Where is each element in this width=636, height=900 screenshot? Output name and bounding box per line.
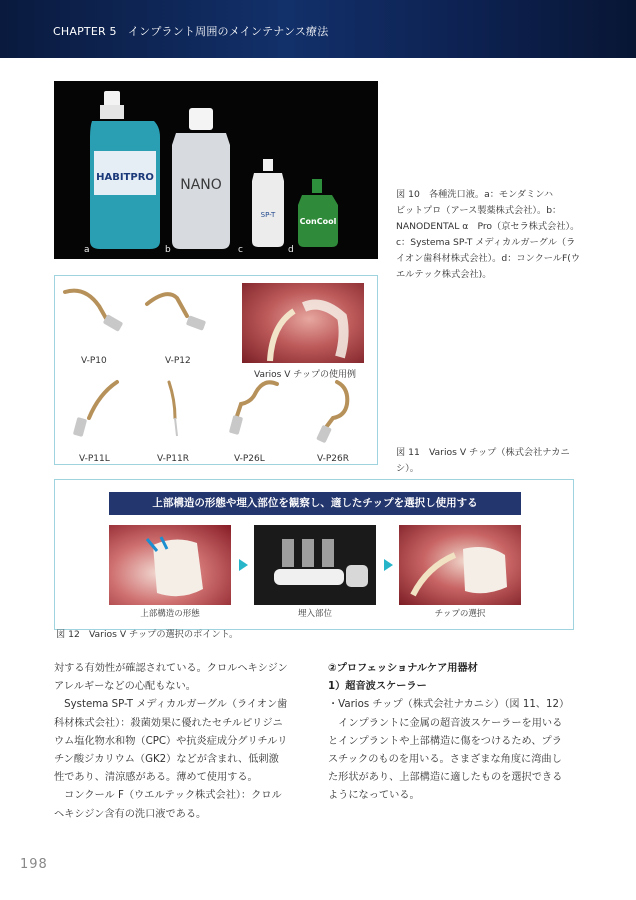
caption-line: シ）。	[396, 463, 419, 474]
usage-label: Varios V チップの使用例	[254, 370, 356, 380]
bullet-line: ・Varios チップ（株式会社ナカニシ）（図 11、12）	[328, 699, 570, 711]
text-line: スチックのものを用いる。さまざまな角度に湾曲し	[328, 754, 562, 766]
label-b: b	[165, 245, 171, 255]
usage-photo	[242, 283, 364, 363]
tip-selection-illustration	[399, 525, 521, 605]
text-line: 科材株式会社）：殺菌効果に優れたセチルピリジニ	[54, 717, 283, 729]
text-line: 対する有効性が確認されている。クロルヘキシジン	[54, 663, 288, 674]
xray-illustration	[254, 525, 376, 605]
prosthesis-form-photo	[109, 525, 231, 605]
label-d: d	[288, 245, 294, 255]
bottle-b-label: NANO	[180, 177, 222, 193]
figure-12-selection-points	[54, 479, 574, 630]
text-line: インプラントに金属の超音波スケーラーを用いる	[328, 717, 563, 729]
chapter-title: CHAPTER 5 インプラント周囲のメインテナンス療法	[53, 25, 329, 38]
caption-line: 図 11 Varios V チップ（株式会社ナカニ	[396, 447, 570, 458]
section-heading: ②プロフェッショナルケア用器材	[328, 663, 478, 674]
subsection-heading: 1）超音波スケーラー	[328, 681, 427, 693]
usage-photo-illustration	[242, 283, 364, 363]
caption-line: ビットプロ（アース製薬株式会社）。b：	[396, 205, 562, 216]
page-number: 198	[20, 857, 48, 872]
tip-label-p10: V-P10	[81, 356, 107, 366]
body-right-column	[328, 660, 569, 806]
tip-label-p26l: V-P26L	[234, 454, 265, 464]
text-line: とインプラントや上部構造に傷をつけるため、プラ	[328, 735, 562, 747]
tip-selection-photo	[399, 525, 521, 605]
label-c: c	[238, 245, 243, 255]
text-line: ヘキシジン含有の洗口液である。	[54, 808, 207, 820]
text-line: アレルギーなどの心配もない。	[54, 681, 196, 693]
figure-12-banner: 上部構造の形態や埋入部位を観察し、適したチップを選択し使用する	[109, 492, 521, 515]
figure-10-caption	[396, 187, 580, 283]
text-line: ようになっている。	[328, 790, 420, 802]
tip-label-p11r: V-P11R	[157, 454, 190, 464]
body-left-column	[54, 660, 288, 824]
bottle-d-label: ConCool	[299, 217, 337, 226]
figure-10-mouthwash-photo	[54, 81, 378, 259]
text-line: コンクール F（ウエルテック株式会社）：クロル	[54, 790, 282, 802]
caption-line: エルテック株式会社)。	[396, 269, 492, 280]
caption-line: NANODENTAL α Pro（京セラ株式会社）。	[396, 221, 580, 232]
arrow-right-icon	[384, 559, 393, 571]
label-tip-selection: チップの選択	[434, 609, 486, 619]
text-line: チン酸ジカリウム（GK2）などが含まれ、低刺激	[54, 754, 279, 766]
caption-line: c：Systema SP-T メディカルガーグル（ラ	[396, 237, 576, 248]
bottle-a-label: HABITPRO	[96, 172, 154, 183]
figure-12-caption: 図 12 Varios V チップの選択のポイント。	[56, 629, 239, 640]
text-line: た形状があり、上部構造に適したものを選択できる	[328, 772, 563, 784]
implant-site-xray	[254, 525, 376, 605]
text-line: 性であり、清涼感がある。薄めて使用する。	[54, 772, 258, 784]
figure-11-varios-tips	[54, 275, 378, 465]
figure-11-caption	[396, 445, 570, 477]
caption-line: イオン歯科材株式会社）。d：コンクールF(ウ	[396, 253, 581, 264]
text-line: Systema SP-T メディカルガーグル（ライオン歯	[54, 699, 288, 711]
label-a: a	[84, 245, 90, 255]
tip-label-p12: V-P12	[165, 356, 191, 366]
label-prosthesis-form: 上部構造の形態	[140, 609, 200, 619]
prosthesis-photo-illustration	[109, 525, 231, 605]
tip-label-p11l: V-P11L	[79, 454, 110, 464]
text-line: ウム塩化物水和物（CPC）や抗炎症成分グリチルリ	[54, 735, 288, 747]
label-implant-site: 埋入部位	[297, 609, 332, 619]
mouthwash-bottles-illustration	[54, 81, 378, 259]
arrow-right-icon	[239, 559, 248, 571]
tip-label-p26r: V-P26R	[317, 454, 350, 464]
chapter-header	[0, 0, 636, 58]
bottle-c-label: SP-T	[260, 211, 276, 219]
caption-line: 図 10 各種洗口液。a：モンダミンハ	[396, 189, 554, 200]
